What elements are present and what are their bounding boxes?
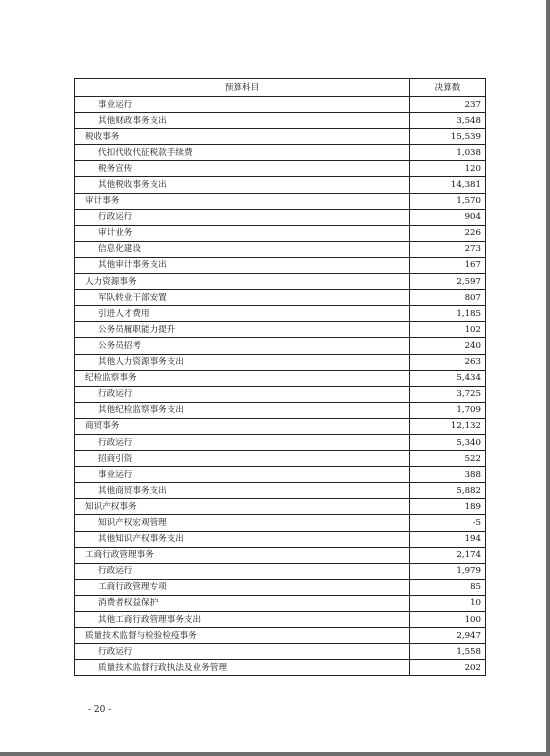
row-item-name: 其他知识产权事务支出 — [75, 531, 410, 547]
table-row — [75, 451, 486, 467]
table-row — [75, 547, 486, 563]
table-row — [75, 628, 486, 644]
row-amount: 388 — [410, 467, 486, 483]
row-item-name: 纪检监察事务 — [75, 370, 410, 386]
row-item-name: 其他商贸事务支出 — [75, 483, 410, 499]
row-item-name: 知识产权事务 — [75, 499, 410, 515]
row-amount: 807 — [410, 290, 486, 306]
row-amount: 202 — [410, 660, 486, 676]
row-item-name: 其他财政事务支出 — [75, 113, 410, 129]
row-amount: -5 — [410, 515, 486, 531]
row-item-name: 消费者权益保护 — [75, 595, 410, 611]
row-item-name: 事业运行 — [75, 467, 410, 483]
row-item-name: 知识产权宏观管理 — [75, 515, 410, 531]
row-item-name: 审计业务 — [75, 225, 410, 241]
table-row — [75, 322, 486, 338]
row-amount: 1,570 — [410, 193, 486, 209]
header-final-amount: 决算数 — [410, 79, 486, 97]
row-item-name: 其他审计事务支出 — [75, 257, 410, 273]
row-item-name: 审计事务 — [75, 193, 410, 209]
table-row — [75, 306, 486, 322]
table-row — [75, 402, 486, 418]
row-amount: 1,709 — [410, 402, 486, 418]
table-row — [75, 274, 486, 290]
table-row — [75, 483, 486, 499]
row-item-name: 行政运行 — [75, 386, 410, 402]
row-amount: 904 — [410, 209, 486, 225]
row-amount: 120 — [410, 161, 486, 177]
row-item-name: 行政运行 — [75, 644, 410, 660]
row-item-name: 招商引资 — [75, 451, 410, 467]
row-amount: 189 — [410, 499, 486, 515]
table-row — [75, 241, 486, 257]
row-amount: 100 — [410, 612, 486, 628]
table-row — [75, 354, 486, 370]
row-amount: 263 — [410, 354, 486, 370]
row-item-name: 税务宣传 — [75, 161, 410, 177]
table-row — [75, 290, 486, 306]
row-item-name: 其他纪检监察事务支出 — [75, 402, 410, 418]
table-row — [75, 209, 486, 225]
row-amount: 1,038 — [410, 145, 486, 161]
table-row — [75, 531, 486, 547]
table-header-row — [75, 79, 486, 97]
row-amount: 2,174 — [410, 547, 486, 563]
table-row — [75, 145, 486, 161]
row-item-name: 信息化建设 — [75, 241, 410, 257]
table-row — [75, 97, 486, 113]
table-row — [75, 515, 486, 531]
row-item-name: 行政运行 — [75, 209, 410, 225]
row-amount: 226 — [410, 225, 486, 241]
row-item-name: 人力资源事务 — [75, 274, 410, 290]
row-amount: 237 — [410, 97, 486, 113]
table-row — [75, 129, 486, 145]
row-amount: 2,597 — [410, 274, 486, 290]
row-amount: 14,381 — [410, 177, 486, 193]
table-row — [75, 595, 486, 611]
row-amount: 1,185 — [410, 306, 486, 322]
row-amount: 1,558 — [410, 644, 486, 660]
row-amount: 5,882 — [410, 483, 486, 499]
row-amount: 12,132 — [410, 418, 486, 434]
row-item-name: 工商行政管理专项 — [75, 579, 410, 595]
row-amount: 10 — [410, 595, 486, 611]
budget-table — [74, 78, 486, 676]
table-row — [75, 612, 486, 628]
row-amount: 167 — [410, 257, 486, 273]
table-row — [75, 563, 486, 579]
row-amount: 194 — [410, 531, 486, 547]
table-row — [75, 467, 486, 483]
row-amount: 240 — [410, 338, 486, 354]
table-body — [75, 97, 486, 676]
row-amount: 5,434 — [410, 370, 486, 386]
table-row — [75, 257, 486, 273]
table-row — [75, 370, 486, 386]
table-row — [75, 177, 486, 193]
row-item-name: 代扣代收代征税款手续费 — [75, 145, 410, 161]
table-row — [75, 225, 486, 241]
row-amount: 15,539 — [410, 129, 486, 145]
row-amount: 2,947 — [410, 628, 486, 644]
row-amount: 5,340 — [410, 434, 486, 450]
row-item-name: 事业运行 — [75, 97, 410, 113]
row-item-name: 其他税收事务支出 — [75, 177, 410, 193]
row-item-name: 引进人才费用 — [75, 306, 410, 322]
table-row — [75, 434, 486, 450]
page-number: - 20 - — [88, 705, 112, 715]
row-amount: 102 — [410, 322, 486, 338]
row-item-name: 质量技术监督与检验检疫事务 — [75, 628, 410, 644]
row-item-name: 质量技术监督行政执法及业务管理 — [75, 660, 410, 676]
row-item-name: 行政运行 — [75, 563, 410, 579]
row-item-name: 军队转业干部安置 — [75, 290, 410, 306]
row-item-name: 商贸事务 — [75, 418, 410, 434]
row-amount: 273 — [410, 241, 486, 257]
table-row — [75, 644, 486, 660]
row-amount: 522 — [410, 451, 486, 467]
row-amount: 1,979 — [410, 563, 486, 579]
table-row — [75, 386, 486, 402]
row-item-name: 公务员招考 — [75, 338, 410, 354]
table-row — [75, 113, 486, 129]
table-row — [75, 579, 486, 595]
row-item-name: 其他人力资源事务支出 — [75, 354, 410, 370]
row-item-name: 税收事务 — [75, 129, 410, 145]
row-item-name: 公务员履职能力提升 — [75, 322, 410, 338]
table-row — [75, 161, 486, 177]
table-row — [75, 193, 486, 209]
row-amount: 3,725 — [410, 386, 486, 402]
table-row — [75, 418, 486, 434]
row-item-name: 行政运行 — [75, 434, 410, 450]
table-row — [75, 660, 486, 676]
row-item-name: 工商行政管理事务 — [75, 547, 410, 563]
row-item-name: 其他工商行政管理事务支出 — [75, 612, 410, 628]
row-amount: 85 — [410, 579, 486, 595]
row-amount: 3,548 — [410, 113, 486, 129]
header-budget-item: 预算科目 — [75, 79, 410, 97]
table-row — [75, 338, 486, 354]
table-row — [75, 499, 486, 515]
